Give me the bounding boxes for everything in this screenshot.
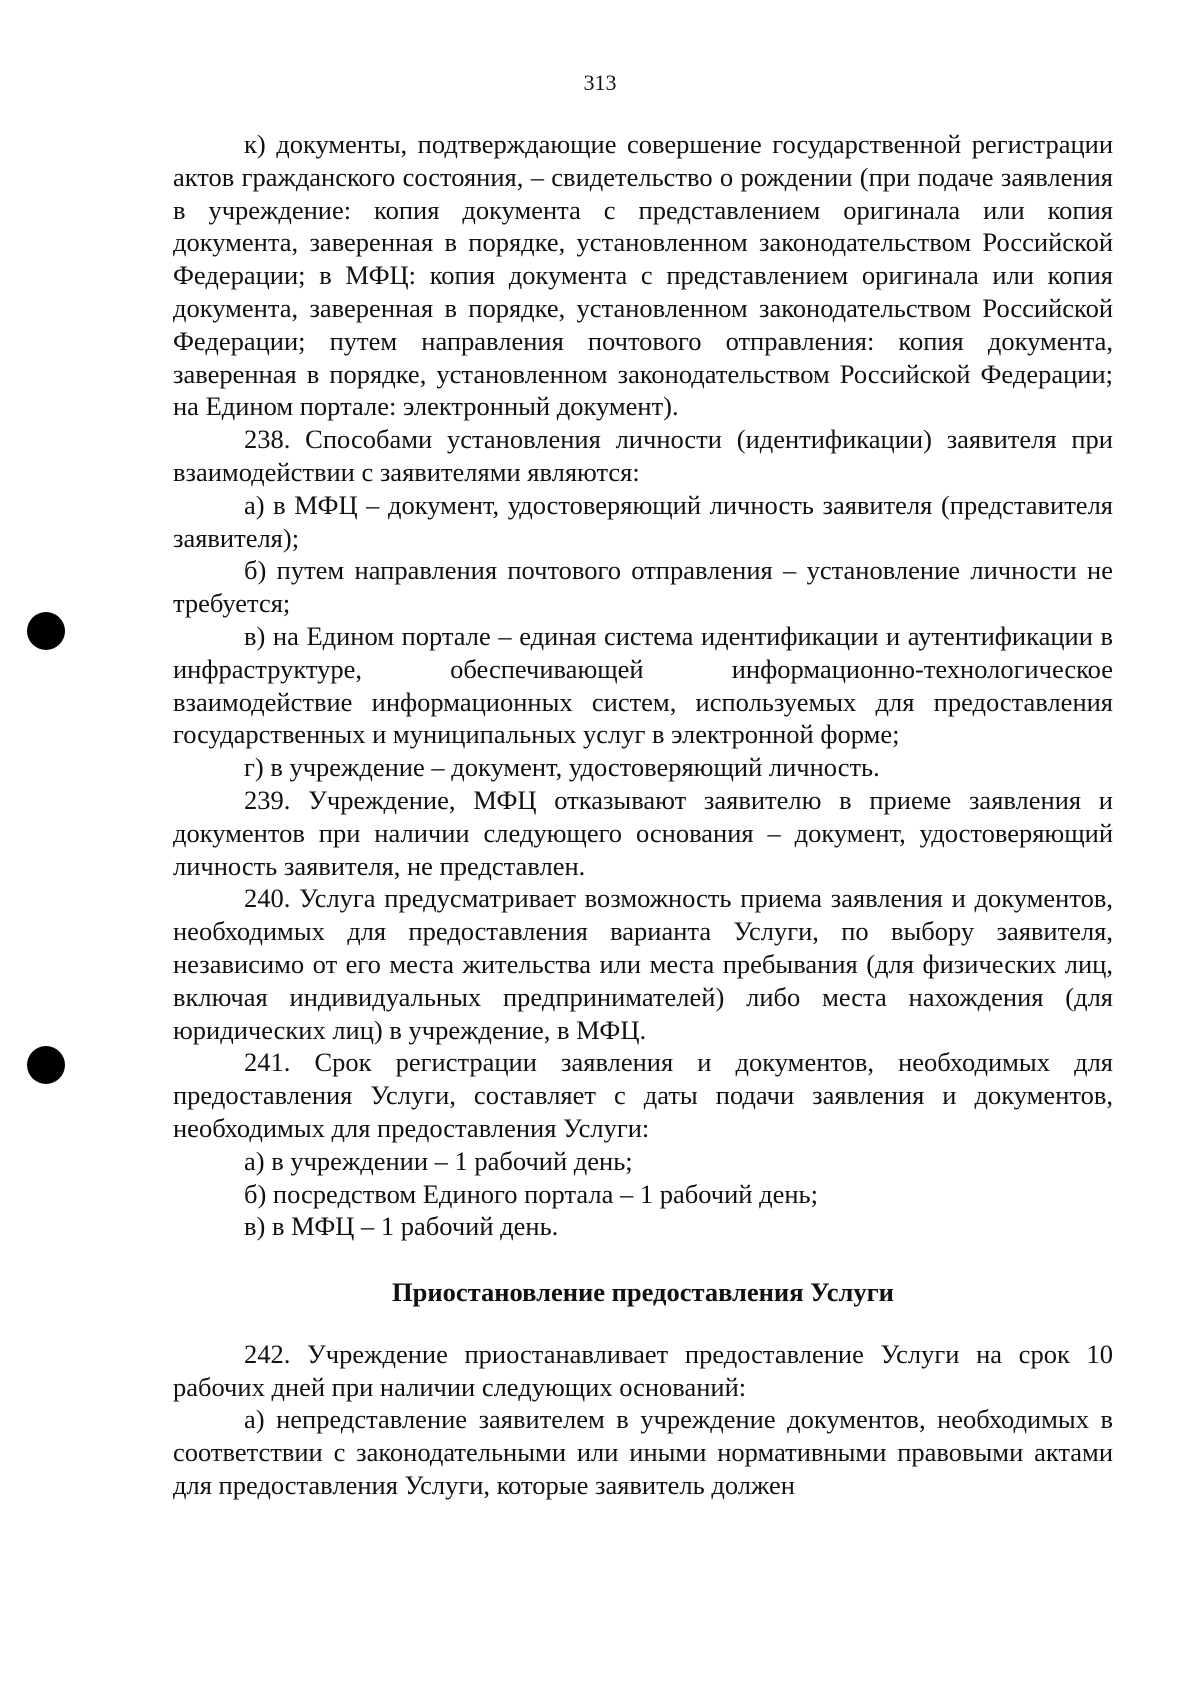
- paragraph-239: 239. Учреждение, МФЦ отказывают заявителю в приеме заявления и документов при наличии следующего основания – документ, удостоверяющий личность заявителя, не представлен.: [173, 784, 1113, 881]
- paragraph-238-a: а) в МФЦ – документ, удостоверяющий личность заявителя (представителя заявителя);: [173, 489, 1113, 553]
- page-number: 313: [583, 70, 617, 95]
- document-body: [173, 128, 1113, 1502]
- paragraph-241-v: в) в МФЦ – 1 рабочий день.: [244, 1211, 559, 1242]
- paragraph-238: 238. Способами установления личности (идентификации) заявителя при взаимодействии с заявителями являются:: [173, 424, 1113, 487]
- paragraph-242-a: а) непредставление заявителем в учреждение документов, необходимых в соответствии с законодательными или иными нормативными правовыми актами для предоставления Услуги, которые заявитель должен: [173, 1404, 1113, 1501]
- section-heading: Приостановление предоставления Услуги: [392, 1277, 894, 1308]
- paragraph-238-v: в) на Едином портале – единая система идентификации и аутентификации в инфраструктуре, обеспечивающей информационно-технологическое взаимодействие информационных систем, используемых для предоставления государственных и муниципальных услуг в электронной форме;: [173, 620, 1113, 750]
- paragraph-241-a: а) в учреждении – 1 рабочий день;: [244, 1145, 633, 1176]
- paragraph-238-g: г) в учреждение – документ, удостоверяющий личность.: [244, 752, 880, 783]
- paragraph-240: 240. Услуга предусматривает возможность приема заявления и документов, необходимых для предоставления варианта Услуги, по выбору заявителя, независимо от его места жительства или места пребывания (для физических лиц, включая индивидуальных предпринимателей) либо места нахождения (для юридических лиц) в учреждение, в МФЦ.: [173, 883, 1113, 1045]
- paragraph-238-b: б) путем направления почтового отправления – установление личности не требуется;: [173, 555, 1113, 619]
- punch-hole-mark: [27, 612, 65, 650]
- paragraph-242: 242. Учреждение приостанавливает предоставление Услуги на срок 10 рабочих дней при наличии следующих оснований:: [173, 1338, 1113, 1402]
- punch-hole-mark: [27, 1046, 65, 1084]
- paragraph-241: 241. Срок регистрации заявления и документов, необходимых для предоставления Услуги, составляет с даты подачи заявления и документов, необходимых для предоставления Услуги:: [173, 1047, 1113, 1143]
- paragraph-241-b: б) посредством Единого портала – 1 рабочий день;: [244, 1178, 818, 1209]
- paragraph-item-k: к) документы, подтверждающие совершение государственной регистрации актов гражданского состояния, – свидетельство о рождении (при подаче заявления в учреждение: копия документа с представлением оригинала или копия документа, заверенная в порядке, установленном законодательством Российской Федерации; в МФЦ: копия документа с представлением оригинала или копия документа, заверенная в порядке, установленном законодательством Российской Федерации; путем направления почтового отправления: копия документа, заверенная в порядке, установленном законодательством Российской Федерации; на Едином портале: электронный документ).: [173, 129, 1113, 422]
